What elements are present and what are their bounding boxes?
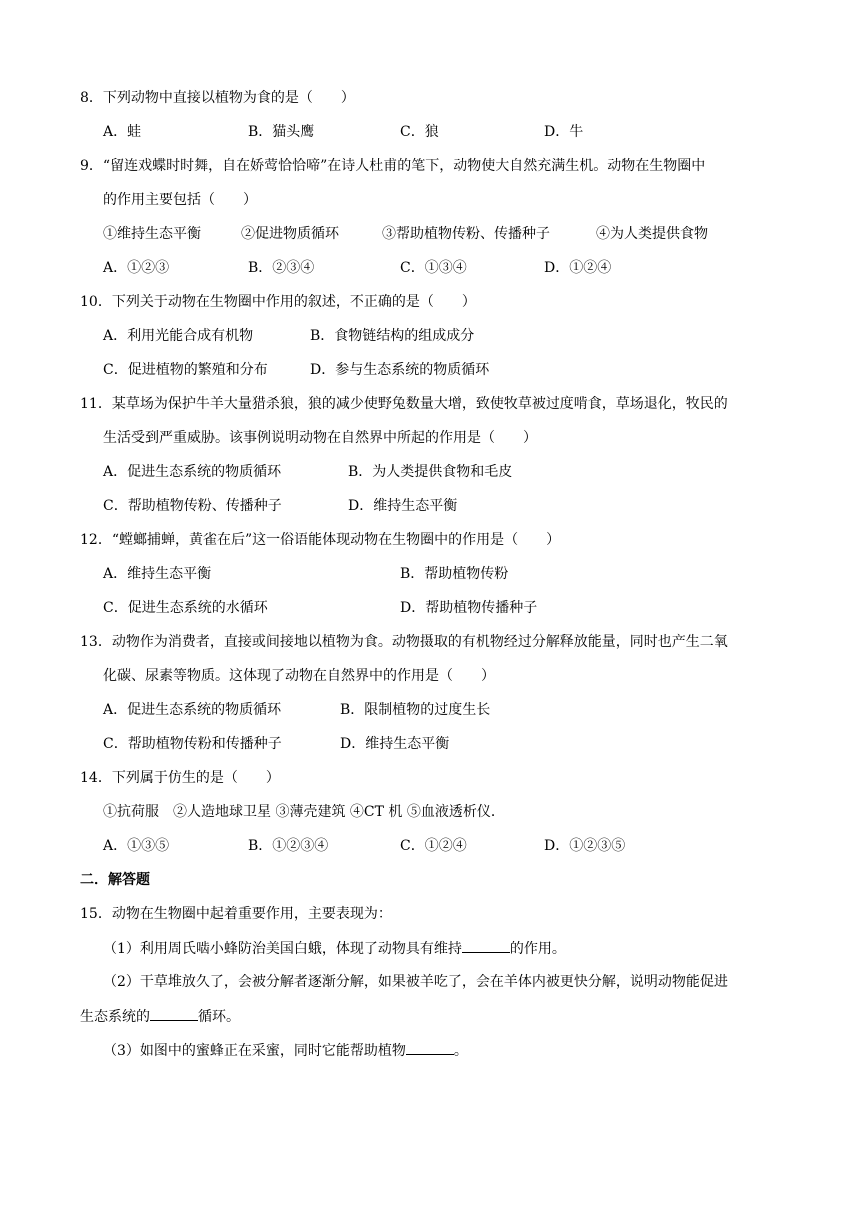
section-title: 二．解答题: [80, 872, 150, 888]
q8-stem: 8．下列动物中直接以植物为食的是（ ）: [80, 90, 355, 106]
answer-blank-2[interactable]: [150, 1006, 198, 1021]
q8-option-b: B．猫头鹰: [248, 124, 315, 140]
q15-part3: [103, 1040, 468, 1061]
q9-option-d: D．①②④: [544, 260, 612, 276]
q15-stem: 15．动物在生物圈中起着重要作用，主要表现为：: [80, 906, 392, 922]
q9-stem-line2: 的作用主要包括（ ）: [103, 192, 257, 208]
q12-stem: 12．“螳螂捕蝉，黄雀在后”这一俗语能体现动物在生物圈中的作用是（ ）: [80, 532, 561, 548]
q15-part2-line1: （2）干草堆放久了，会被分解者逐渐分解，如果被羊吃了，会在羊体内被更快分解，说明动物能促进: [103, 974, 728, 990]
q10-option-c: C．促进植物的繁殖和分布: [103, 362, 268, 378]
q9-option-c: C．①③④: [400, 260, 467, 276]
q11-stem-line2: 生活受到严重威胁。该事例说明动物在自然界中所起的作用是（ ）: [103, 430, 537, 446]
q11-option-a: A．促进生态系统的物质循环: [103, 464, 282, 480]
q14-option-b: B．①②③④: [248, 838, 329, 854]
q13-option-b: B．限制植物的过度生长: [340, 702, 491, 718]
q12-option-d: D．帮助植物传播种子: [400, 600, 538, 616]
q14-option-d: D．①②③⑤: [544, 838, 626, 854]
q11-option-d: D．维持生态平衡: [348, 498, 458, 514]
q12-option-b: B．帮助植物传粉: [400, 566, 509, 582]
q15-part2-text-before: 生态系统的: [80, 1009, 150, 1025]
q11-option-b: B．为人类提供食物和毛皮: [348, 464, 513, 480]
answer-blank-1[interactable]: [462, 938, 510, 953]
q9-item-2: ②促进物质循环: [241, 226, 339, 242]
q14-option-c: C．①②④: [400, 838, 467, 854]
q8-option-c: C．狼: [400, 124, 439, 140]
q9-option-b: B．②③④: [248, 260, 315, 276]
q13-option-d: D．维持生态平衡: [340, 736, 450, 752]
q13-stem-line2: 化碳、尿素等物质。这体现了动物在自然界中的作用是（ ）: [103, 668, 495, 684]
q9-option-a: A．①②③: [103, 260, 170, 276]
q15-part2-text-after: 循环。: [198, 1009, 240, 1025]
q10-option-d: D．参与生态系统的物质循环: [310, 362, 490, 378]
q11-stem-line1: 11．某草场为保护牛羊大量猎杀狼，狼的减少使野兔数量大增，致使牧草被过度啃食，草场退化，牧民的: [80, 396, 728, 412]
q8-option-a: A．蛙: [103, 124, 142, 140]
q13-stem-line1: 13．动物作为消费者，直接或间接地以植物为食。动物摄取的有机物经过分解释放能量，同时也产生二氧: [80, 634, 728, 650]
q10-option-b: B．食物链结构的组成成分: [310, 328, 475, 344]
q14-items: ①抗荷服 ②人造地球卫星 ③薄壳建筑 ④CT 机 ⑤血液透析仪．: [103, 804, 505, 820]
q15-part1-text-before: （1）利用周氏啮小蜂防治美国白蛾，体现了动物具有维持: [103, 941, 462, 957]
q9-stem-line1: 9．“留连戏蝶时时舞，自在娇莺恰恰啼”在诗人杜甫的笔下，动物使大自然充满生机。动物在生物圈中: [80, 158, 706, 174]
q14-stem: 14．下列属于仿生的是（ ）: [80, 770, 280, 786]
q9-item-3: ③帮助植物传粉、传播种子: [382, 226, 550, 242]
q15-part1: [103, 938, 566, 959]
answer-blank-3[interactable]: [406, 1040, 454, 1055]
q8-option-d: D．牛: [544, 124, 584, 140]
q15-part3-text-before: （3）如图中的蜜蜂正在采蜜，同时它能帮助植物: [103, 1043, 406, 1059]
q12-option-a: A．维持生态平衡: [103, 566, 212, 582]
q11-option-c: C．帮助植物传粉、传播种子: [103, 498, 282, 514]
q13-option-c: C．帮助植物传粉和传播种子: [103, 736, 282, 752]
q15-part1-text-after: 的作用。: [509, 941, 566, 957]
q10-stem: 10．下列关于动物在生物圈中作用的叙述，不正确的是（ ）: [80, 294, 476, 310]
q9-item-1: ①维持生态平衡: [103, 226, 201, 242]
q13-option-a: A．促进生态系统的物质循环: [103, 702, 282, 718]
q15-part2-line2: [80, 1006, 240, 1027]
q14-option-a: A．①③⑤: [103, 838, 170, 854]
q9-item-4: ④为人类提供食物: [596, 226, 708, 242]
q10-option-a: A．利用光能合成有机物: [103, 328, 254, 344]
q12-option-c: C．促进生态系统的水循环: [103, 600, 268, 616]
q15-part3-text-after: 。: [453, 1043, 468, 1059]
